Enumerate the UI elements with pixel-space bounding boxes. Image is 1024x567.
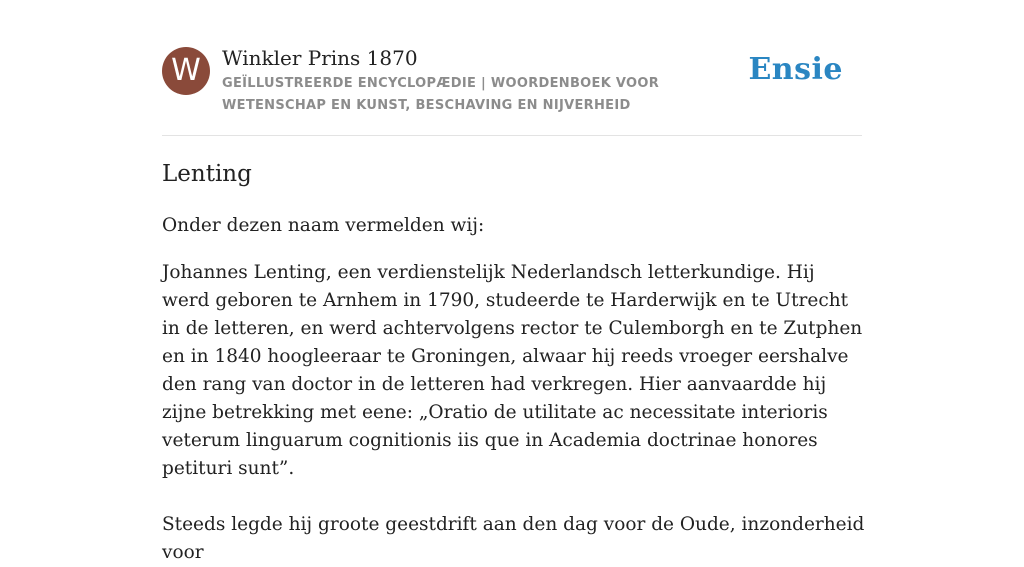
article-intro: Onder dezen naam vermelden wij: (162, 215, 485, 236)
source-title[interactable]: Winkler Prins 1870 (222, 46, 418, 70)
source-avatar: W (162, 47, 210, 95)
article-paragraph: Steeds legde hij groote geestdrift aan den dag voor de Oude, inzonderheid voor (162, 514, 865, 563)
source-subtitle: GEÏLLUSTREERDE ENCYCLOPÆDIE | WOORDENBOEK VOOR WETENSCHAP EN KUNST, BESCHAVING EN NIJVERHEID (222, 76, 660, 113)
header-divider (162, 135, 862, 136)
article (162, 156, 866, 567)
article-paragraph: Johannes Lenting, een verdienstelijk Nederlandsch letterkundige. Hij werd geboren te Arnhem in 1790, studeerde te Harderwijk en te Utrecht in de letteren, en werd achtervolgens rector te Culemborgh en te Zutphen en in 1840 hoogleeraar te Groningen, alwaar hij reeds vroeger eershalve den rang van doctor in de letteren had verkregen. Hier aanvaardde hij zijne betrekking met eene: „Oratio de utilitate ac necessitate interioris veterum linguarum cognitionis iis que in Academia doctrinae honores petituri sunt”. (162, 262, 863, 479)
ensie-logo[interactable]: Ensie (748, 52, 843, 87)
article-title: Lenting (162, 161, 252, 187)
source-header (162, 44, 862, 136)
